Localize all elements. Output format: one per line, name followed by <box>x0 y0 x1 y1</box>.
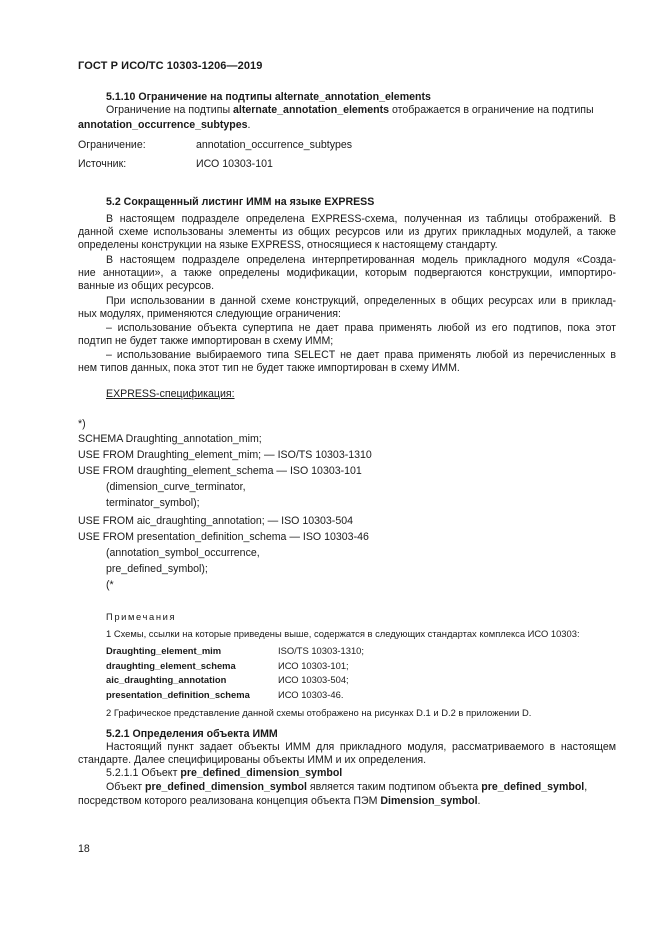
text-line: – использование выбираемого типа SELECT не дает права применять любой из перечисленных в <box>106 349 616 361</box>
text-line: подтип не будет также импортирован в схему ИММ; <box>78 335 334 347</box>
text-line: нем типов данных, пока этот тип не будет также импортирован в схему ИММ. <box>78 362 460 374</box>
restriction-value: annotation_occurrence_subtypes <box>196 139 353 151</box>
section-5-2-1-heading: 5.2.1 Определения объекта ИММ <box>106 728 278 740</box>
notes-title: Примечания <box>106 611 177 622</box>
code-line: USE FROM aic_draughting_annotation; — ISO 10303-504 <box>78 515 354 527</box>
text: 5.2.1.1 Объект <box>106 767 181 779</box>
text-line: стандарте. Далее специфицированы объекты ИММ и их определения. <box>78 754 427 766</box>
document-header: ГОСТ Р ИСО/ТС 10303-1206—2019 <box>78 60 263 72</box>
section-5-1-10-text-line-2 <box>78 119 251 132</box>
code-line: *) <box>78 418 86 430</box>
section-5-1-10-text-line-1 <box>106 104 594 117</box>
code-line: pre_defined_symbol); <box>106 563 208 575</box>
text: посредством которого реализована концепция объекта ПЭМ <box>78 795 381 807</box>
text-line: – использование объекта супертипа не дает права применять любой из его подтипов, пока этот <box>106 322 616 334</box>
ref-name: presentation_definition_schema <box>106 689 250 700</box>
entity-name: pre_defined_dimension_symbol <box>180 767 343 779</box>
section-5-1-10-heading: 5.1.10 Ограничение на подтипы alternate_annotation_elements <box>106 91 431 103</box>
page-number: 18 <box>78 843 90 855</box>
section-5-2-heading: 5.2 Сокращенный листинг ИММ на языке EXPRESS <box>106 196 375 208</box>
note-1: 1 Схемы, ссылки на которые приведены выше, содержатся в следующих стандартах комплекса ИСО 10303: <box>106 628 580 639</box>
text-line: ных модулях, применяются следующие ограничения: <box>78 308 341 320</box>
code-line: USE FROM Draughting_element_mim; — ISO/TS 10303-1310 <box>78 449 372 461</box>
section-5-2-1-1-text-line-1 <box>106 781 587 794</box>
entity-name: Dimension_symbol <box>380 795 478 807</box>
entity-name: pre_defined_symbol <box>481 781 585 793</box>
code-line: USE FROM presentation_definition_schema — ISO 10303-46 <box>78 531 369 543</box>
ref-name: Draughting_element_mim <box>106 645 222 656</box>
text: Объект <box>106 781 146 793</box>
text: , <box>584 781 588 793</box>
code-line: (annotation_symbol_occurrence, <box>106 547 260 559</box>
text: отображается в ограничение на подтипы <box>389 104 594 116</box>
ref-standard: ИСО 10303-46. <box>278 689 344 700</box>
text-line: Настоящий пункт задает объекты ИММ для прикладного модуля, рассматриваемого в настоящем <box>106 741 616 753</box>
section-5-2-1-paragraph <box>78 741 616 767</box>
restriction-bullet-1 <box>78 322 616 348</box>
text-line: данной схеме использованы элементы из общих ресурсов или из других прикладных модулей, а также <box>78 226 616 238</box>
entity-name: annotation_occurrence_subtypes <box>78 119 248 131</box>
text-line: определены конструкции на языке EXPRESS, относящиеся к настоящему стандарту. <box>78 239 498 251</box>
text: . <box>477 795 481 807</box>
code-line: (dimension_curve_terminator, <box>106 481 246 493</box>
express-specification-label: EXPRESS-спецификация: <box>106 388 235 400</box>
restriction-label: Ограничение: <box>78 139 146 151</box>
code-line: SCHEMA Draughting_annotation_mim; <box>78 433 262 445</box>
entity-name: alternate_annotation_elements <box>233 104 390 116</box>
text: является таким подтипом объекта <box>306 781 482 793</box>
text-line: При использовании в данной схеме конструкций, определенных в общих ресурсах или в приклад- <box>106 295 616 307</box>
code-line: terminator_symbol); <box>106 497 200 509</box>
section-5-2-1-1-heading <box>106 767 342 780</box>
ref-name: draughting_element_schema <box>106 660 236 671</box>
restriction-bullet-2 <box>78 349 616 375</box>
code-line: (* <box>106 579 114 591</box>
text-line: ванные из общих ресурсов. <box>78 280 215 292</box>
text-line: В настоящем подразделе определена интерпретированная модель прикладного модуля «Созда- <box>106 254 616 266</box>
entity-name: pre_defined_dimension_symbol <box>145 781 307 793</box>
note-2: 2 Графическое представление данной схемы отображено на рисунках D.1 и D.2 в приложении D. <box>106 707 532 718</box>
text-line: ние аннотации», а также определены модификации, которым подвергаются конструкции, импортиро- <box>78 267 616 279</box>
ref-name: aic_draughting_annotation <box>106 674 227 685</box>
source-value: ИСО 10303-101 <box>196 158 273 170</box>
text: Ограничение на подтипы <box>106 104 233 116</box>
ref-standard: ISO/TS 10303-1310; <box>278 645 364 656</box>
section-5-2-1-1-text-line-2 <box>78 795 480 808</box>
code-line: USE FROM draughting_element_schema — ISO 10303-101 <box>78 465 362 477</box>
section-5-2-paragraph-3 <box>78 295 616 321</box>
section-5-2-paragraph-2 <box>78 254 616 293</box>
text-line: В настоящем подразделе определена EXPRESS-схема, полученная из таблицы отображений. В <box>106 213 616 225</box>
section-5-2-paragraph-1 <box>78 213 616 252</box>
source-label: Источник: <box>78 158 127 170</box>
text: . <box>247 119 251 131</box>
ref-standard: ИСО 10303-101; <box>278 660 349 671</box>
ref-standard: ИСО 10303-504; <box>278 674 349 685</box>
